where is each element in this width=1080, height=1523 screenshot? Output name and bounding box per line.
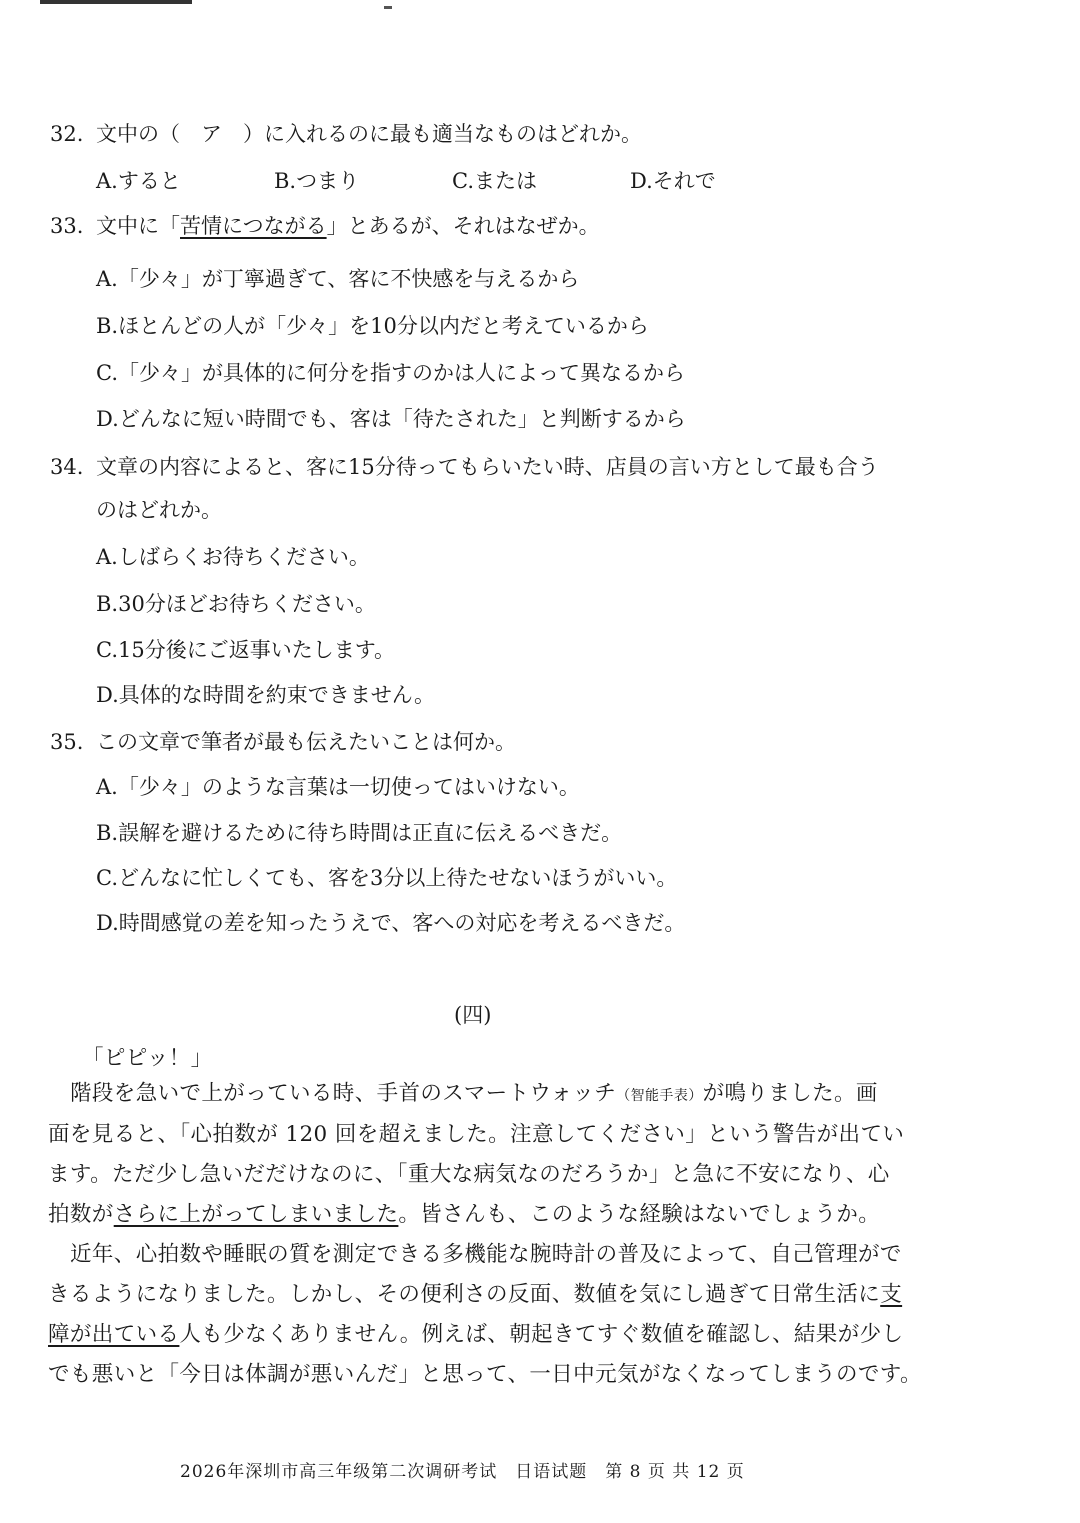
question-number: 32. (50, 122, 84, 146)
stem-after: 」とあるが、それはなぜか。 (326, 214, 600, 238)
option-b[interactable]: B.30分ほどお待ちください。 (96, 592, 376, 616)
option-a[interactable]: A.しばらくお待ちください。 (96, 545, 370, 569)
option-a[interactable]: A.「少々」のような言葉は一切使ってはいけない。 (96, 775, 580, 799)
question-number: 35. (50, 730, 84, 754)
text: 。皆さんも、このような経験はないでしょうか。 (398, 1202, 881, 1227)
option-c[interactable]: C.または (452, 169, 537, 193)
question-stem: 文中の（ ア ）に入れるのに最も適当なものはどれか。 (96, 122, 642, 146)
question-32-options (96, 165, 796, 195)
text: 人も少なくありません。例えば、朝起きてすぐ数値を確認し、結果が少し (179, 1322, 904, 1347)
option-c[interactable]: C.どんなに忙しくても、客を3分以上待たせないほうがいい。 (96, 866, 678, 890)
option-a[interactable]: A.「少々」が丁寧過ぎて、客に不快感を与えるから (96, 267, 580, 291)
paragraph-2-line-4: でも悪いと「今日は体調が悪いんだ」と思って、一日中元気がなくなってしまうのです。 (48, 1362, 922, 1387)
paragraph-2-line-1: 近年、心拍数や睡眠の質を測定できる多機能な腕時計の普及によって、自己管理がで (70, 1242, 902, 1267)
annotation-note: （智能手表） (616, 1088, 703, 1104)
underlined-phrase: 障が出ている (48, 1322, 180, 1347)
option-c[interactable]: C.15分後にご返事いたします。 (96, 638, 396, 662)
question-stem: この文章で筆者が最も伝えたいことは何か。 (96, 730, 516, 754)
question-stem-line2: のはどれか。 (96, 498, 222, 522)
section-heading: (四) (454, 1003, 492, 1027)
scan-edge-line (40, 0, 192, 4)
underlined-phrase: 支 (880, 1282, 903, 1307)
page-footer: 2026年深圳市高三年级第二次调研考试 日语试题 第 8 页 共 12 页 (180, 1462, 745, 1482)
question-33 (50, 210, 600, 240)
question-stem-line1: 文章の内容によると、客に15分待ってもらいたい時、店員の言い方として最も合う (96, 455, 879, 479)
paragraph-1-line-3: ます。ただ少し急いだだけなのに、「重大な病気なのだろうか」と急に不安になり、心 (48, 1162, 890, 1187)
paragraph-1-line-2: 面を見ると、「心拍数が 120 回を超えました。注意してください」という警告が出てい (48, 1122, 905, 1147)
option-b[interactable]: B.ほとんどの人が「少々」を10分以内だと考えているから (96, 314, 649, 338)
paragraph-2-line-2 (48, 1277, 902, 1308)
option-d[interactable]: D.どんなに短い時間でも、客は「待たされた」と判断するから (96, 407, 686, 431)
option-d[interactable]: D.それで (630, 169, 716, 193)
option-c[interactable]: C.「少々」が具体的に何分を指すのかは人によって異なるから (96, 361, 685, 385)
option-a[interactable]: A.すると (96, 169, 181, 193)
text: 階段を急いで上がっている時、手首のスマートウォッチ (70, 1081, 617, 1106)
question-35 (50, 726, 516, 756)
scan-mark (384, 6, 392, 9)
text: が鳴りました。画 (702, 1081, 878, 1106)
option-d[interactable]: D.時間感覚の差を知ったうえで、客への対応を考えるべきだ。 (96, 911, 686, 935)
question-32 (50, 118, 642, 148)
paragraph-1-line-1 (70, 1076, 878, 1107)
underlined-phrase: 苦情につながる (180, 214, 327, 238)
question-34 (50, 451, 879, 481)
underlined-phrase: さらに上がってしまいました (113, 1202, 399, 1227)
paragraph-1-line-4 (48, 1197, 880, 1228)
quote-line: 「ピピッ！」 (82, 1046, 213, 1071)
text: きるようになりました。しかし、その便利さの反面、数値を気にし過ぎて日常生活に (48, 1282, 881, 1307)
question-number: 33. (50, 214, 84, 238)
option-b[interactable]: B.つまり (274, 169, 360, 193)
text: 拍数が (48, 1202, 114, 1227)
stem-before: 文中に「 (96, 214, 180, 238)
paragraph-2-line-3 (48, 1317, 903, 1348)
option-d[interactable]: D.具体的な時間を約束できません。 (96, 683, 436, 707)
option-b[interactable]: B.誤解を避けるために待ち時間は正直に伝えるべきだ。 (96, 821, 623, 845)
question-number: 34. (50, 455, 84, 479)
